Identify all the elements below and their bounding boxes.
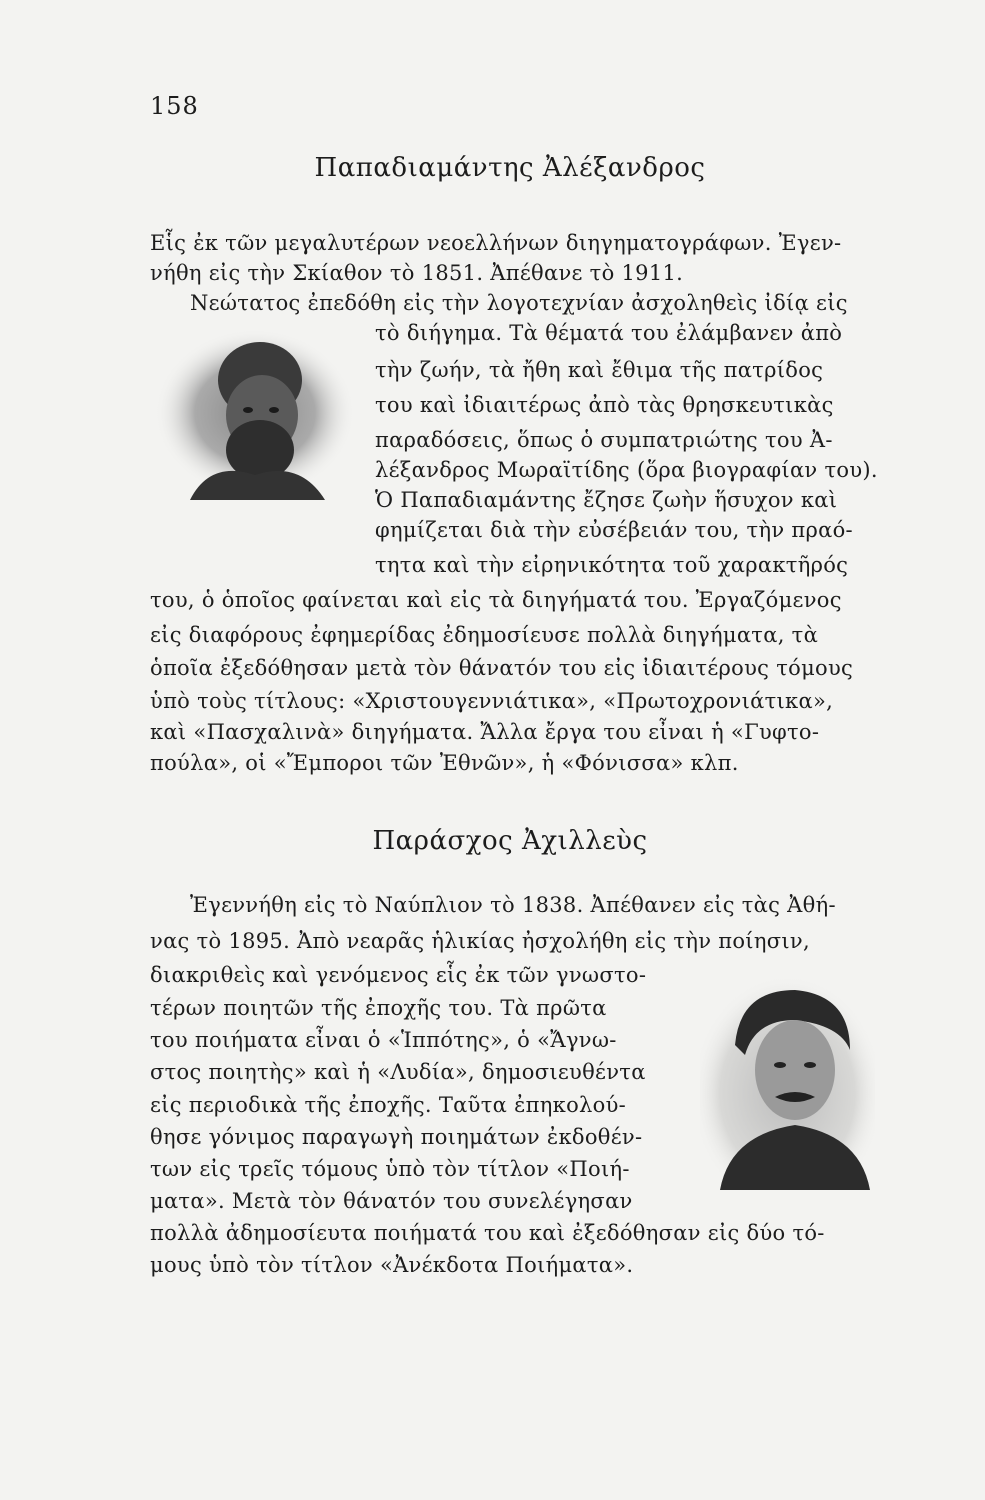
text-line: φημίζεται διὰ τὴν εὐσέβειάν του, τὴν πραό- xyxy=(375,518,853,542)
text-line: πολλὰ ἀδημοσίευτα ποιήματά του καὶ ἐξεδόθησαν εἰς δύο τό- xyxy=(150,1221,825,1245)
text-line: τέρων ποιητῶν τῆς ἐποχῆς του. Τὰ πρῶτα xyxy=(150,996,607,1020)
text-line: του, ὁ ὁποῖος φαίνεται καὶ εἰς τὰ διηγήματά του. Ἐργαζόμενος xyxy=(150,588,842,612)
text-line: τὴν ζωήν, τὰ ἤθη καὶ ἔθιμα τῆς πατρίδος xyxy=(375,358,824,382)
text-line: τὸ διήγημα. Τὰ θέματά του ἐλάμβανεν ἀπὸ xyxy=(375,321,843,345)
text-line: Εἷς ἐκ τῶν μεγαλυτέρων νεοελλήνων διηγηματογράφων. Ἐγεν- xyxy=(150,231,842,255)
text-line: ὑπὸ τοὺς τίτλους: «Χριστουγεννιάτικα», «Πρωτοχρονιάτικα», xyxy=(150,689,834,713)
text-line: νας τὸ 1895. Ἀπὸ νεαρᾶς ἡλικίας ἠσχολήθη εἰς τὴν ποίησιν, xyxy=(150,929,810,953)
text-line: στος ποιητὴς» καὶ ἡ «Λυδία», δημοσιευθέντα xyxy=(150,1060,646,1084)
text-line: ὁποῖα ἐξεδόθησαν μετὰ τὸν θάνατόν του εἰς ἰδιαιτέρους τόμους xyxy=(150,656,854,680)
text-line: εἰς περιοδικὰ τῆς ἐποχῆς. Ταῦτα ἐπηκολού- xyxy=(150,1093,627,1117)
text-line: Νεώτατος ἐπεδόθη εἰς τὴν λογοτεχνίαν ἀσχοληθεὶς ἰδίᾳ εἰς xyxy=(190,291,848,315)
text-line: νήθη εἰς τὴν Σκίαθον τὸ 1851. Ἀπέθανε τὸ 1911. xyxy=(150,261,684,285)
text-line: εἰς διαφόρους ἐφημερίδας ἐδημοσίευσε πολλὰ διηγήματα, τὰ xyxy=(150,623,819,647)
text-line: ματα». Μετὰ τὸν θάνατόν του συνελέγησαν xyxy=(150,1189,633,1213)
text-line: μους ὑπὸ τὸν τίτλον «Ἀνέκδοτα Ποιήματα». xyxy=(150,1253,634,1277)
page-number: 158 xyxy=(150,92,199,120)
text-line: λέξανδρος Μωραϊτίδης (ὅρα βιογραφίαν του). xyxy=(375,458,878,482)
text-line: του καὶ ἰδιαιτέρως ἀπὸ τὰς θρησκευτικὰς xyxy=(375,393,834,417)
text-line: Ἐγεννήθη εἰς τὸ Ναύπλιον τὸ 1838. Ἀπέθανεν εἰς τὰς Ἀθή- xyxy=(190,893,836,917)
text-line: του ποιήματα εἶναι ὁ «Ἱππότης», ὁ «Ἄγνω- xyxy=(150,1028,617,1052)
section-heading-papadiamantis: Παπαδιαμάντης Ἀλέξανδρος xyxy=(314,153,706,183)
text-line: παραδόσεις, ὅπως ὁ συμπατριώτης του Ἀ- xyxy=(375,428,833,452)
portrait-paraschos xyxy=(700,975,875,1190)
text-line: τητα καὶ τὴν εἰρηνικότητα τοῦ χαρακτῆρός xyxy=(375,553,849,577)
text-line: θησε γόνιμος παραγωγὴ ποιημάτων ἐκδοθέν- xyxy=(150,1125,643,1149)
text-line: πούλα», οἱ «Ἔμποροι τῶν Ἐθνῶν», ἡ «Φόνισσα» κλπ. xyxy=(150,751,739,775)
text-line: των εἰς τρεῖς τόμους ὑπὸ τὸν τίτλον «Ποιή- xyxy=(150,1157,630,1181)
section-heading-paraschos: Παράσχος Ἀχιλλεὺς xyxy=(372,826,648,856)
text-line: Ὁ Παπαδιαμάντης ἔζησε ζωὴν ἥσυχον καὶ xyxy=(375,488,838,512)
portrait-papadiamantis xyxy=(150,325,360,500)
text-line: διακριθεὶς καὶ γενόμενος εἷς ἐκ τῶν γνωστο- xyxy=(150,963,647,987)
text-line: καὶ «Πασχαλινὰ» διηγήματα. Ἄλλα ἔργα του εἶναι ἡ «Γυφτο- xyxy=(150,720,820,744)
